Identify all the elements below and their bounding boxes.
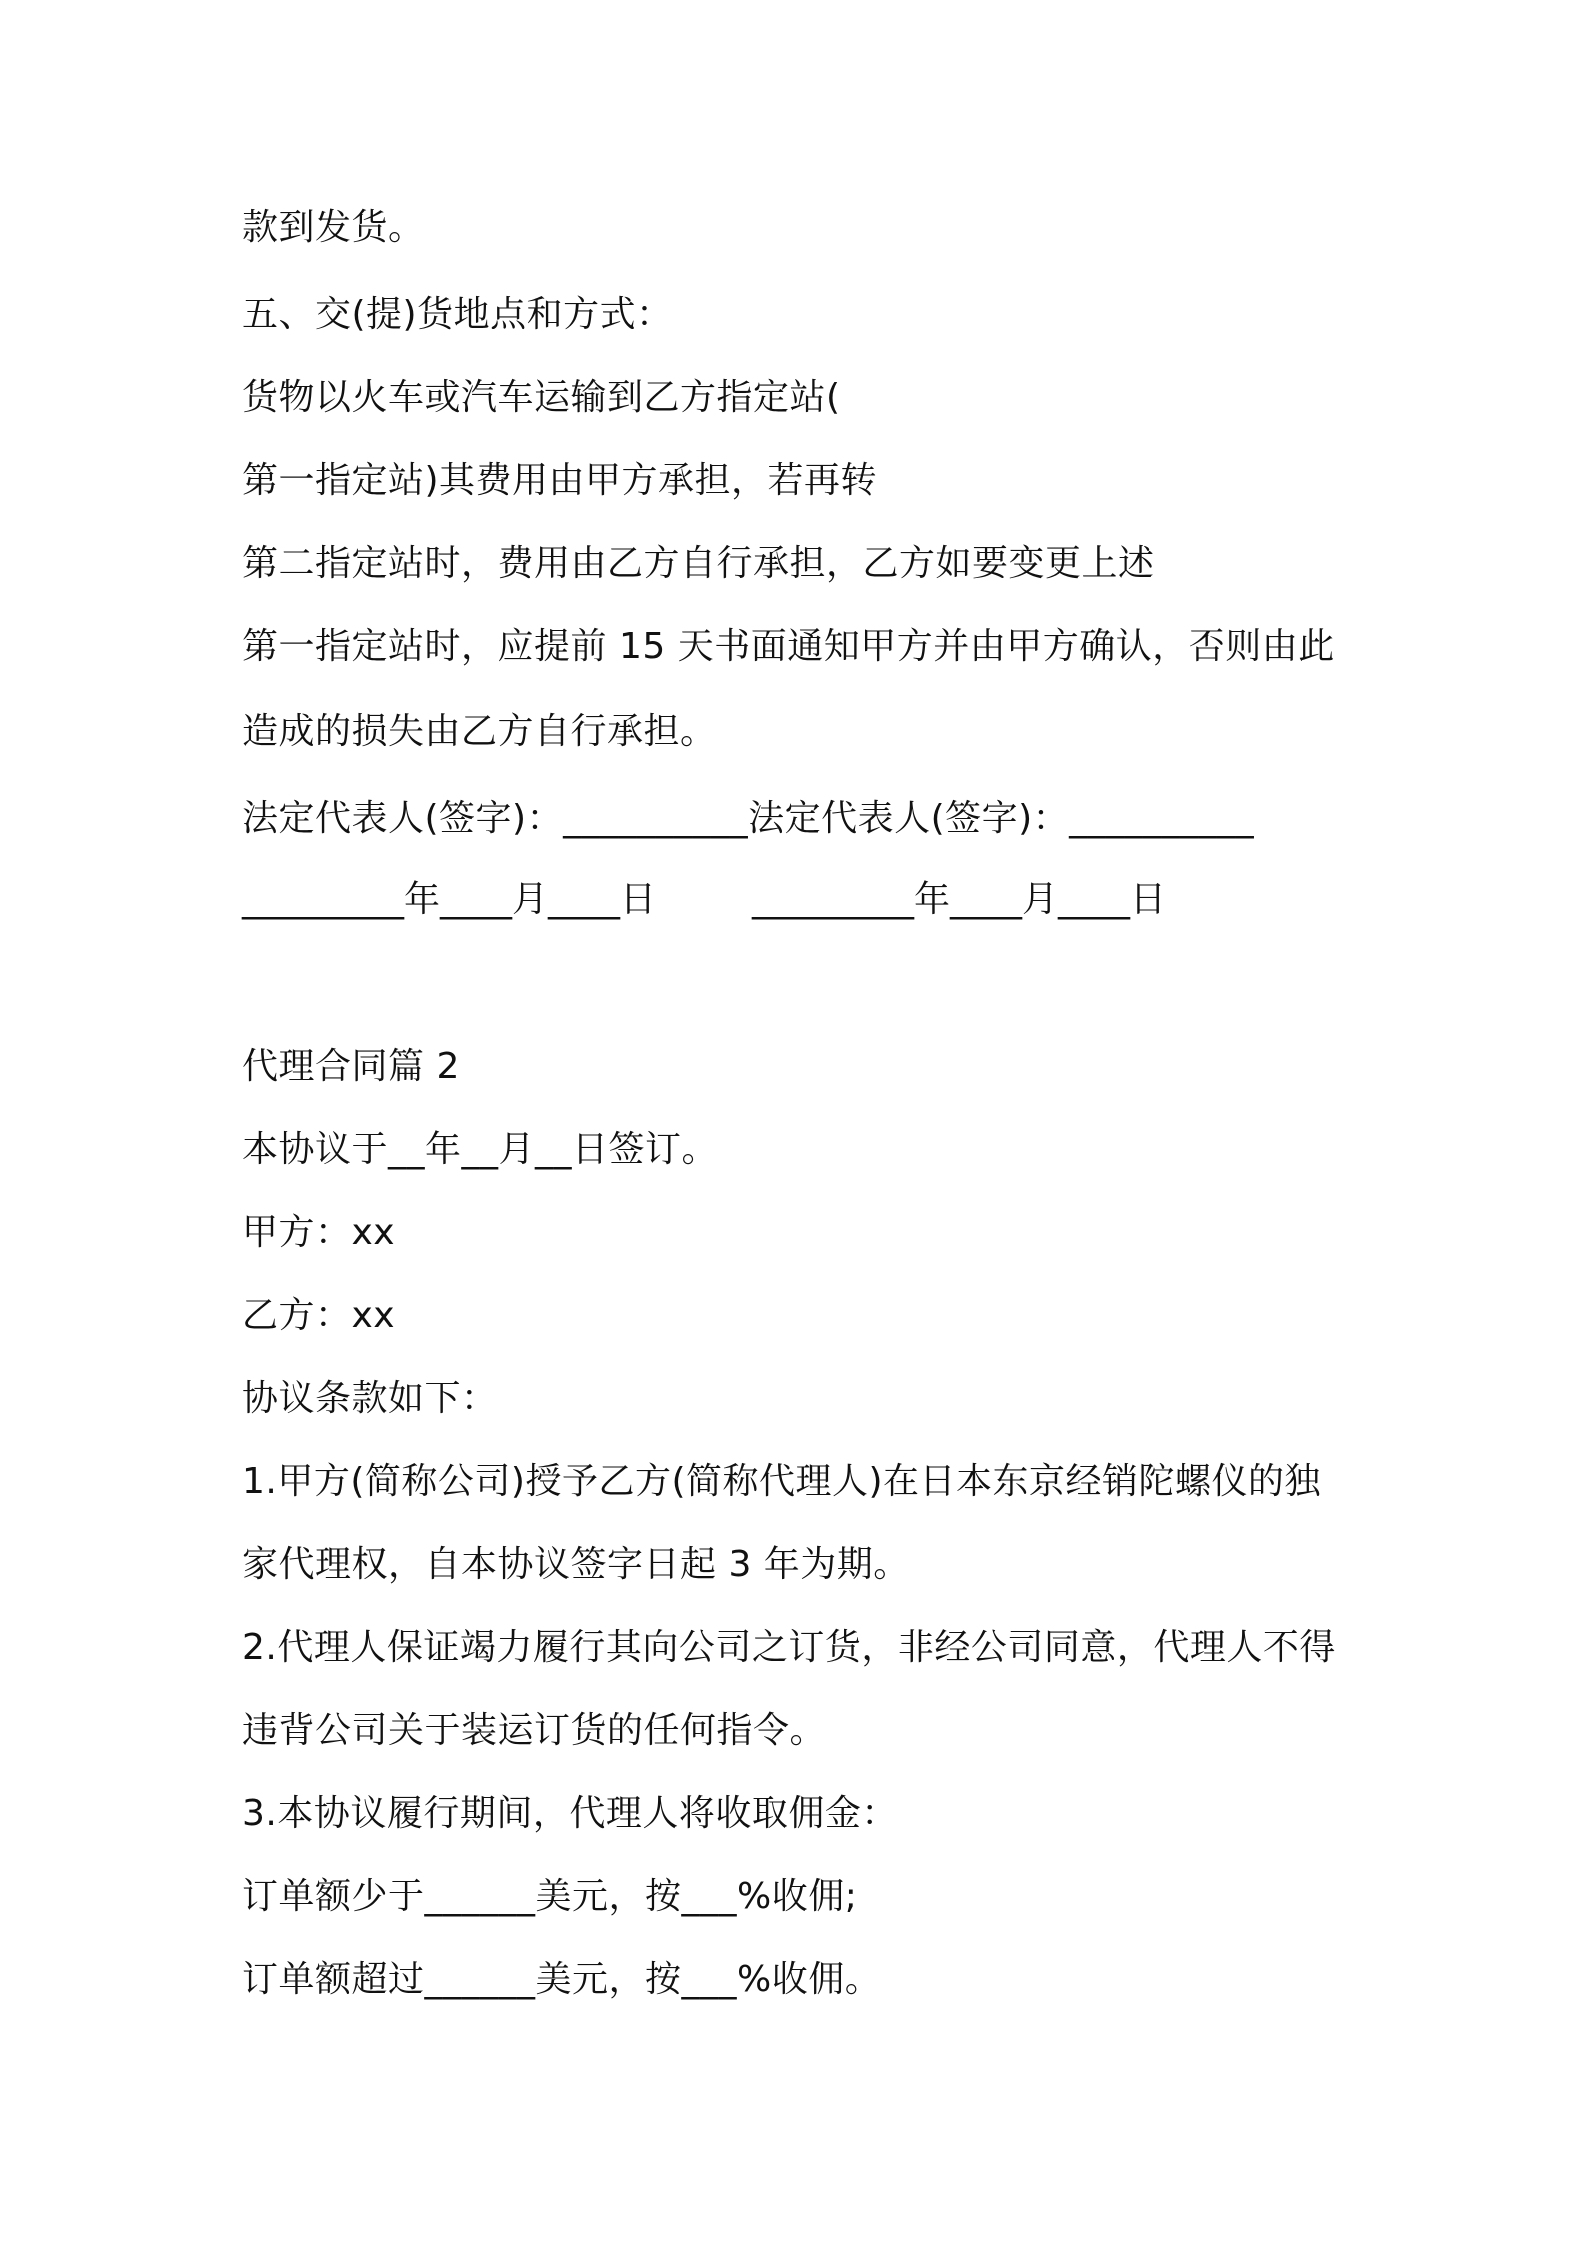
clause-2: 2.代理人保证竭力履行其向公司之订货，非经公司同意，代理人不得: [242, 1627, 1336, 1668]
clause-1: 1.甲方(简称公司)授予乙方(简称代理人)在日本东京经销陀螺仪的独: [242, 1461, 1322, 1502]
text-line: 协议条款如下：: [242, 1378, 498, 1419]
signature-line: 法定代表人(签字)：__________法定代表人(签字)：__________: [242, 798, 1255, 839]
section-title: 代理合同篇 2: [242, 1046, 460, 1087]
text-line: 本协议于__年__月__日签订。: [242, 1129, 719, 1170]
clause-1-cont: 家代理权，自本协议签字日起 3 年为期。: [242, 1544, 910, 1585]
text-line: 第一指定站)其费用由甲方承担，若再转: [242, 460, 878, 501]
date-line-left: _________年____月____日: [242, 879, 656, 920]
text-line: 第一指定站时，应提前 15 天书面通知甲方并由甲方确认，否则由此: [242, 626, 1335, 667]
commission-rule-2: 订单额超过______美元，按___%收佣。: [242, 1959, 882, 2000]
clause-2-cont: 违背公司关于装运订货的任何指令。: [242, 1710, 827, 1751]
text-line: 造成的损失由乙方自行承担。: [242, 711, 717, 752]
text-line: 货物以火车或汽车运输到乙方指定站(: [242, 377, 841, 418]
party-a: 甲方：xx: [242, 1212, 396, 1253]
section-heading: 五、交(提)货地点和方式：: [242, 294, 673, 335]
clause-3: 3.本协议履行期间，代理人将收取佣金：: [242, 1793, 898, 1834]
text-line: 款到发货。: [242, 207, 425, 248]
party-b: 乙方：xx: [242, 1295, 396, 1336]
commission-rule-1: 订单额少于______美元，按___%收佣;: [242, 1876, 858, 1917]
date-line-right: _________年____月____日: [752, 879, 1166, 920]
text-line: 第二指定站时，费用由乙方自行承担，乙方如要变更上述: [242, 543, 1155, 584]
